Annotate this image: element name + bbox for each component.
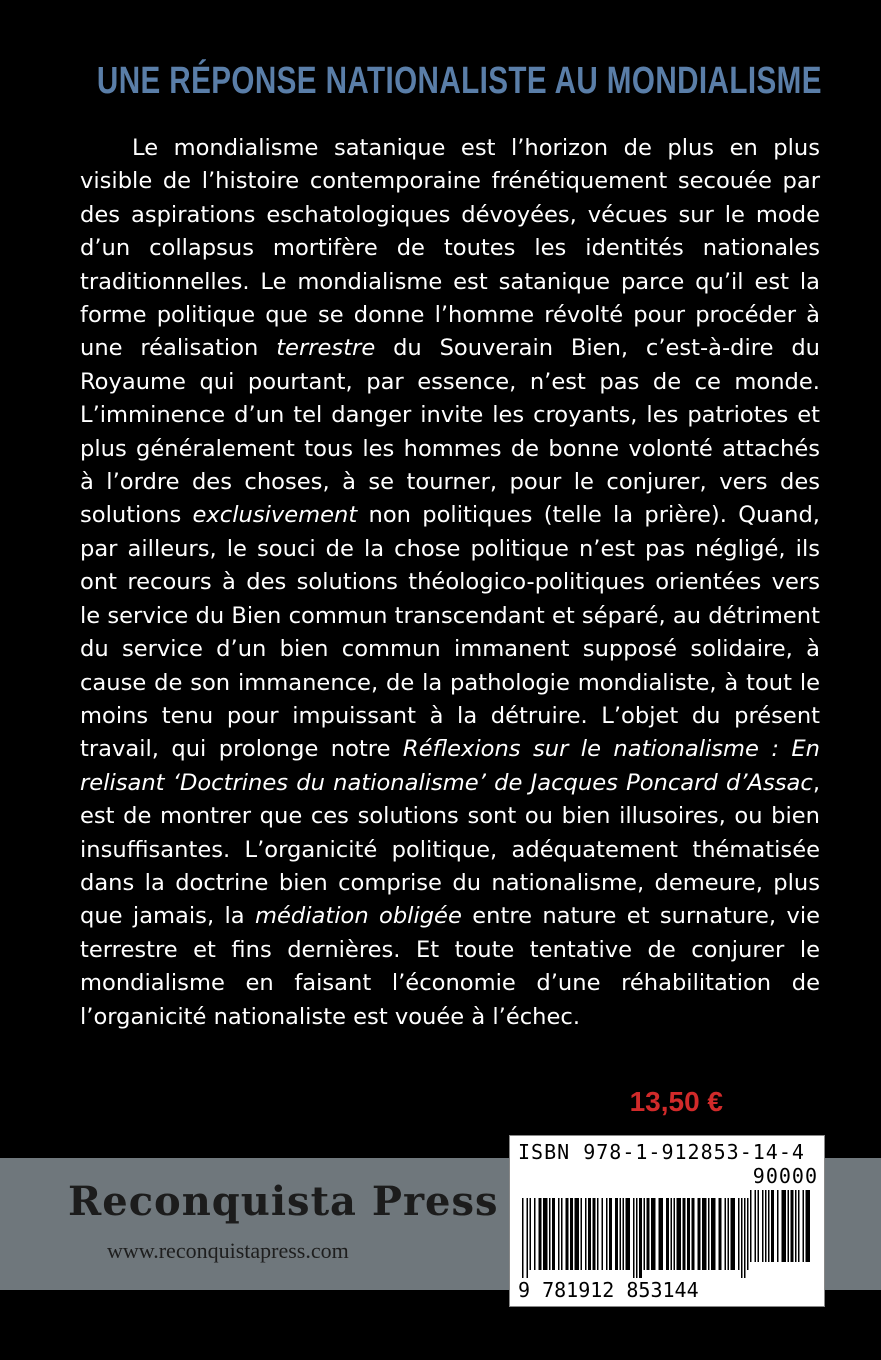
back-cover-text [80,132,820,1034]
text-segment-3: non politiques (telle la prière). Quand, par ailleurs, le souci de la chose politique n’est pas négligé, ils ont recours à des solutions théologico-politiques orientées vers le service du Bien commun transcendant et séparé, au détriment du service d’un bien commun immanent supposé solidaire, à cause de son immanence, de la pathologie mondialiste, à tout le moins tenu pour impuissant à la détruire. L’objet du présent travail, qui prolonge notre [80,502,820,763]
price-label: 13,50 € [629,1086,723,1117]
emphasis-exclusivement: exclusivement [192,502,358,529]
text-segment-5: entre nature et surnature, vie terrestre et fins dernières. Et toute tentative de conjurer le mondialisme en faisant l’économie d’une réhabilitation de l’organicité nationaliste est vouée à l’échec. [80,903,821,1030]
text-segment-2: du Souverain Bien, c’est-à-dire du Royaume qui pourtant, par essence, n’est pas de ce monde. L’imminence d’un tel danger invite les croyants, les patriotes et plus généralement tous les hommes de bonne volonté attachés à l’ordre des choses, à se tourner, pour le conjurer, vers des solutions [80,335,820,529]
emphasis-book-reference: Réflexions sur le nationalisme : En relisant ‘Doctrines du nationalisme’ de Jacques Poncard d’Assac [80,736,820,796]
emphasis-mediation: médiation obligée [254,903,462,930]
text-segment-4: , est de montrer que ces solutions sont ou bien illusoires, ou bien insuffisantes. L’organicité politique, adéquatement thématisée dans la doctrine bien comprise du nationalisme, demeure, plus que jamais, la [80,769,820,930]
barcode-addon-number: 90000 [752,1164,818,1188]
barcode-bars-icon [516,1190,818,1278]
barcode-box [509,1135,825,1307]
publisher-name: Reconquista Press [68,1178,499,1225]
isbn-number: ISBN 978-1-912853-14-4 [518,1140,805,1164]
book-title: UNE RÉPONSE NATIONALISTE AU MONDIALISME [96,60,822,102]
publisher-website: www.reconquistapress.com [107,1238,349,1263]
text-segment-1: Le mondialisme satanique est l’horizon de plus en plus visible de l’histoire contemporaine frénétiquement secouée par des aspirations eschatologiques dévoyées, vécues sur le mode d’un collapsus mortifère de toutes les identités nationales traditionnelles. Le mondialisme est satanique parce qu’il est la forme politique que se donne l’homme révolté pour procéder à une réalisation [80,135,820,362]
ean-number: 9 781912 853144 [518,1278,699,1302]
emphasis-terrestre: terrestre [276,335,376,362]
